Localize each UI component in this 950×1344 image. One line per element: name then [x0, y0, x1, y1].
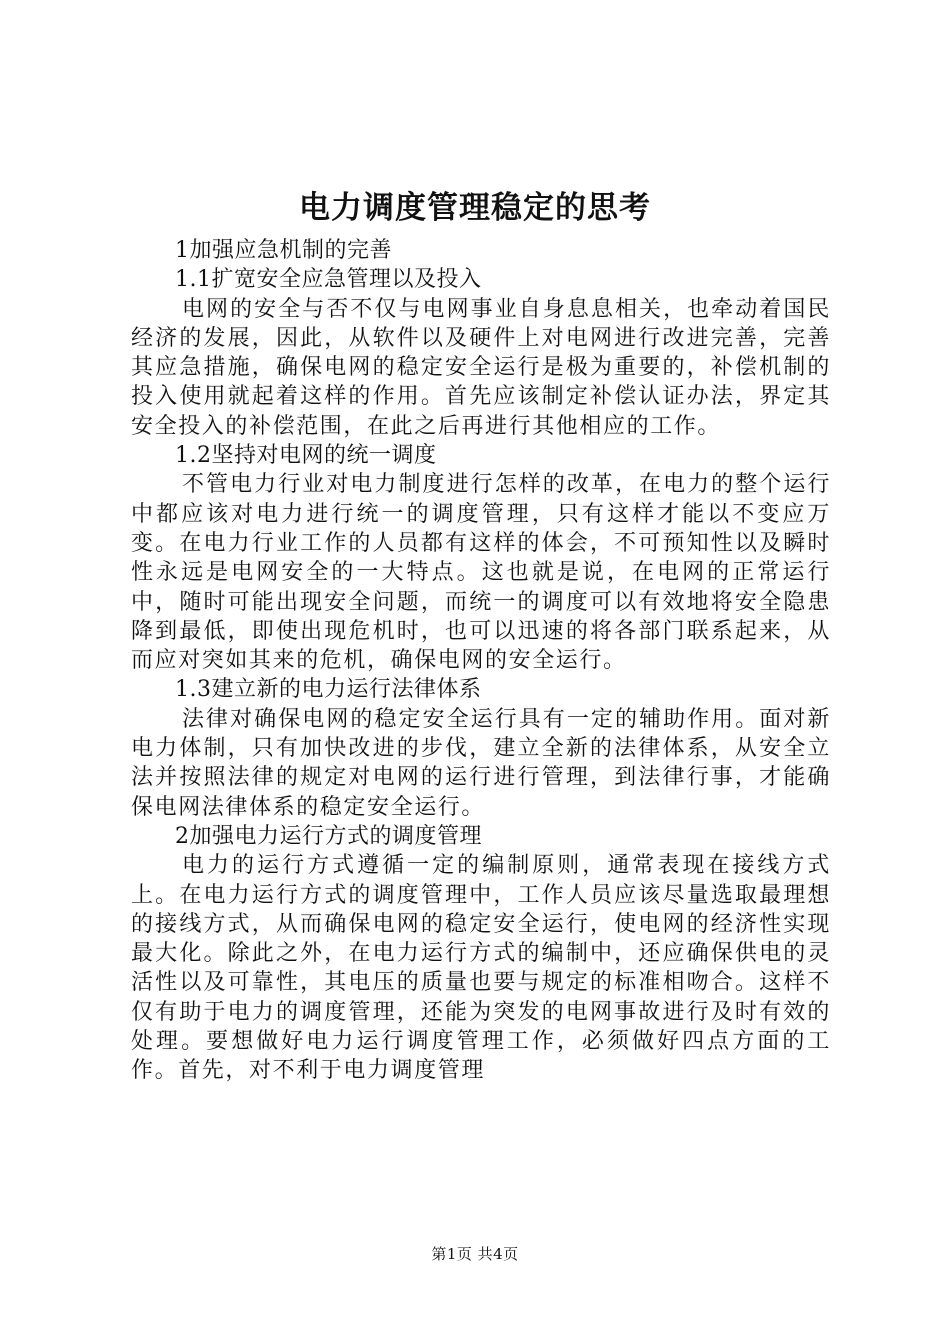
section-heading-1-3: 1.3建立新的电力运行法律体系 — [175, 677, 482, 703]
document-body — [131, 236, 831, 1086]
paragraph-1-3: 法律对确保电网的稳定安全运行具有一定的辅助作用。面对新电力体制，只有加快改进的步伐，建立全新的法律体系，从安全立法并按照法律的规定对电网的运行进行管理，到法律行事，才能确保电网法律体系的稳定安全运行。 — [131, 706, 831, 820]
section-heading-1-2: 1.2坚持对电网的统一调度 — [175, 443, 437, 469]
document-title: 电力调度管理稳定的思考 — [299, 190, 651, 226]
section-heading-1: 1加强应急机制的完善 — [175, 238, 392, 263]
section-heading-1-1: 1.1扩宽安全应急管理以及投入 — [175, 267, 482, 293]
page-footer: 第1页 共4页 — [431, 1245, 519, 1263]
paragraph-1-1: 电网的安全与否不仅与电网事业自身息息相关，也牵动着国民经济的发展，因此，从软件以及硬件上对电网进行改进完善，完善其应急措施，确保电网的稳定安全运行是极为重要的，补偿机制的投入使用就起着这样的作用。首先应该制定补偿认证办法，界定其安全投入的补偿范围，在此之后再进行其他相应的工作。 — [131, 296, 831, 439]
section-heading-2: 2加强电力运行方式的调度管理 — [175, 823, 482, 849]
paragraph-1-2: 不管电力行业对电力制度进行怎样的改革，在电力的整个运行中都应该对电力进行统一的调度管理，只有这样才能以不变应万变。在电力行业工作的人员都有这样的体会，不可预知性以及瞬时性永远是电网安全的一大特点。这也就是说，在电网的正常运行中，随时可能出现安全问题，而统一的调度可以有效地将安全隐患降到最低，即使出现危机时，也可以迅速的将各部门联系起来，从而应对突如其来的危机，确保电网的安全运行。 — [131, 472, 831, 674]
paragraph-2: 电力的运行方式遵循一定的编制原则，通常表现在接线方式上。在电力运行方式的调度管理中，工作人员应该尽量选取最理想的接线方式，从而确保电网的稳定安全运行，使电网的经济性实现最大化。除此之外，在电力运行方式的编制中，还应确保供电的灵活性以及可靠性，其电压的质量也要与规定的标准相吻合。这样不仅有助于电力的调度管理，还能为突发的电网事故进行及时有效的处理。要想做好电力运行调度管理工作，必须做好四点方面的工作。首先，对不利于电力调度管理 — [131, 853, 831, 1084]
